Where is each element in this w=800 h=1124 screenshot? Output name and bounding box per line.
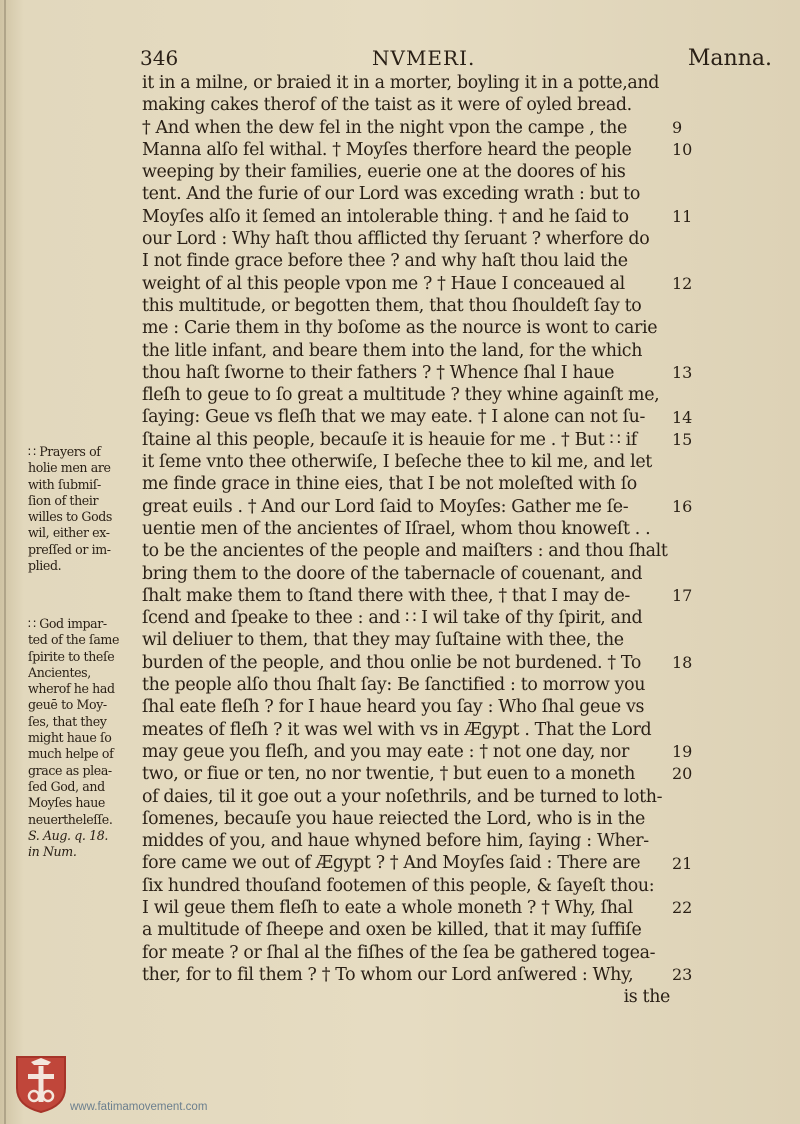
verse-number: 12 — [672, 273, 693, 293]
text-line: the litle infant, and beare them into the land, for the which — [142, 340, 643, 361]
verse-number: 11 — [672, 206, 693, 226]
note-line: willes to Gods — [28, 509, 112, 525]
text-line: ſomenes, becauſe you haue reiected the Lord, who is in the — [142, 808, 645, 829]
text-line: ſcend and ſpeake to thee : and ∷ I wil take of thy ſpirit, and — [142, 608, 643, 629]
note-line: ſes, that they — [28, 713, 107, 729]
marginal-note-prayers — [28, 444, 142, 574]
website-url[interactable]: www.fatimamovement.com — [70, 1101, 208, 1113]
text-line: ſix hundred thouſand footemen of this people, & ſayeſt thou: — [142, 875, 655, 896]
text-line: † And when the dew fel in the night vpon the campe , the — [142, 117, 627, 138]
text-line: great euils . † And our Lord ſaid to Moyſes: Gather me ſe- — [142, 496, 629, 517]
marginal-note-spirit — [28, 616, 142, 860]
note-line: ∷ Prayers of — [28, 444, 101, 459]
note-line: wherof he had — [28, 681, 115, 697]
fatima-movement-logo-icon — [14, 1054, 68, 1114]
verse-number: 16 — [672, 496, 693, 516]
note-line: grace as plea- — [28, 762, 112, 778]
note-reference: in Num. — [28, 844, 77, 860]
text-line: fore came we out of Ægypt ? † And Moyſes ſaid : There are — [142, 853, 641, 874]
text-line: meates of fleſh ? it was wel with vs in Ægypt . That the Lord — [142, 719, 652, 740]
text-line: wil deliuer to them, that they may ſuſtaine with thee, the — [142, 630, 624, 651]
catchword: is the — [623, 987, 670, 1008]
note-line: neuertheleſſe. — [28, 811, 113, 827]
verse-number: 18 — [672, 652, 693, 672]
text-line: to be the ancientes of the people and maiſters : and thou ſhalt — [142, 541, 668, 562]
book-title: NVMERI. — [372, 46, 476, 70]
page-number: 346 — [140, 46, 179, 70]
text-line: Manna alſo fel withal. † Moyſes therfore heard the people — [142, 139, 632, 160]
note-line: ∷ God impar- — [28, 616, 107, 631]
verse-number: 14 — [672, 407, 693, 427]
text-line: may geue you fleſh, and you may eate : † not one day, nor — [142, 741, 629, 762]
text-line: weeping by their families, euerie one at the doores of his — [142, 162, 626, 183]
note-reference: S. Aug. q. 18. — [28, 827, 108, 843]
text-line: ſhal eate fleſh ? for I haue heard you ſay : Who ſhal geue vs — [142, 697, 645, 718]
verse-number: 17 — [672, 585, 693, 605]
main-text-column — [142, 72, 678, 1008]
verse-number: 13 — [672, 362, 693, 382]
text-line: making cakes therof of the taist as it were of oyled bread. — [142, 95, 632, 116]
note-line: might haue ſo — [28, 730, 112, 746]
verse-number: 23 — [672, 965, 693, 984]
text-line: for meate ? or ſhal al the fiſhes of the ſea be gathered togea- — [142, 942, 656, 963]
text-line: middes of you, and haue whyned before him, ſaying : Wher- — [142, 831, 649, 852]
text-line: me finde grace in thine eies, that I be not moleſted with ſo — [142, 474, 637, 495]
verse-number: 15 — [672, 429, 693, 449]
text-line: uentie men of the ancientes of Iſrael, whom thou knoweſt . . — [142, 518, 651, 539]
text-line: our Lord : Why haſt thou afflicted thy ſeruant ? wherfore do — [142, 229, 650, 250]
running-head: Manna. — [687, 46, 772, 71]
text-line: the people alſo thou ſhalt ſay: Be ſanctified : to morrow you — [142, 675, 646, 696]
note-line: with ſubmiſ- — [28, 476, 101, 492]
text-line: it in a milne, or braied it in a morter, boyling it in a potte,and — [142, 73, 660, 93]
text-line: ther, for to fil them ? † To whom our Lord anſwered : Why, — [142, 964, 634, 985]
note-line: ſed God, and — [28, 778, 105, 794]
text-line: bring them to the doore of the tabernacle of couenant, and — [142, 563, 643, 584]
note-line: holie men are — [28, 460, 111, 476]
note-line: Ancientes, — [28, 664, 91, 680]
text-line: thou haſt ſworne to their fathers ? † Whence ſhal I haue — [142, 362, 615, 383]
text-line: it ſeme vnto thee otherwiſe, I beſeche thee to kil me, and let — [142, 452, 652, 473]
text-line: burden of the people, and thou onlie be not burdened. † To — [142, 652, 641, 673]
text-line: a multitude of ſheepe and oxen be killed, that it may ſuffiſe — [142, 920, 642, 941]
text-line: this multitude, or begotten them, that thou ſhouldeſt ſay to — [142, 295, 642, 316]
verse-number: 10 — [672, 139, 693, 159]
note-line: ted of the ſame — [28, 632, 120, 648]
note-line: ſion of their — [28, 492, 99, 508]
text-line: me : Carie them in thy boſome as the nource is wont to carie — [142, 318, 658, 339]
text-line: two, or fiue or ten, no nor twentie, † but euen to a moneth — [142, 764, 636, 785]
note-line: ſpirite to theſe — [28, 648, 115, 664]
text-line: I not finde grace before thee ? and why haſt thou laid the — [142, 251, 628, 272]
note-line: preſſed or im- — [28, 541, 111, 557]
verse-number: 22 — [672, 898, 693, 918]
text-line: of daies, til it goe out a your noſethrils, and be turned to loth- — [142, 786, 663, 807]
verse-number: 20 — [672, 764, 693, 784]
text-line: I wil geue them fleſh to eate a whole moneth ? † Why, ſhal — [142, 897, 633, 918]
binding-gutter — [4, 0, 6, 1124]
note-line: geuē to Moy- — [28, 697, 107, 713]
text-line: fleſh to geue to ſo great a multitude ? they whine againſt me, — [142, 385, 660, 406]
text-line: tent. And the furie of our Lord was exceding wrath : but to — [142, 184, 640, 205]
note-line: wil, either ex- — [28, 525, 110, 541]
text-line: ſtaine al this people, becauſe it is heauie for me . † But ∷ if — [142, 429, 637, 450]
verse-number: 9 — [672, 117, 683, 137]
note-line: Moyſes haue — [28, 795, 105, 811]
text-line: weight of al this people vpon me ? † Haue I conceaued al — [142, 273, 625, 294]
text-line: Moyſes alſo it ſemed an intolerable thing. † and he ſaid to — [142, 206, 629, 227]
note-line: plied. — [28, 558, 62, 574]
verse-number: 19 — [672, 742, 693, 761]
note-line: much helpe of — [28, 746, 114, 762]
verse-number: 21 — [672, 853, 693, 873]
text-line: ſaying: Geue vs fleſh that we may eate. † I alone can not ſu- — [142, 407, 646, 428]
text-line: ſhalt make them to ſtand there with thee, † that I may de- — [142, 585, 630, 606]
